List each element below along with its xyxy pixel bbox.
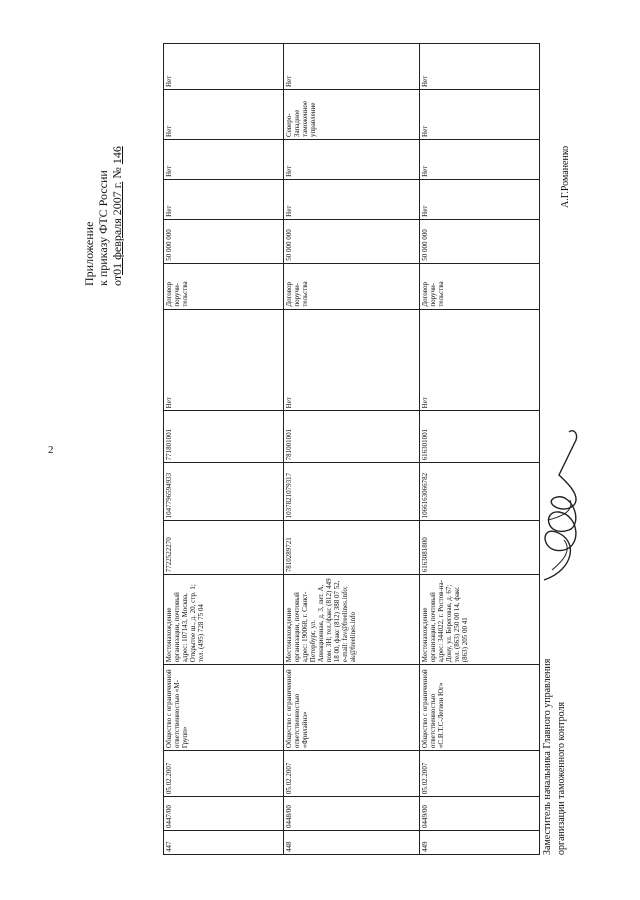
appendix-number-prefix: №: [110, 167, 124, 179]
table-row: [164, 44, 284, 855]
table-cell-num: 447: [164, 831, 284, 855]
table-cell-inn: 1066163066782: [420, 463, 540, 521]
table-cell-col12: Нет: [420, 179, 540, 219]
table-cell-col15: Нет: [284, 44, 420, 90]
table-cell-reg-no: 0449/00: [420, 797, 540, 831]
table-cell-inn: 1047796594933: [164, 463, 284, 521]
table-cell-amount: 50 000 000: [164, 219, 284, 263]
table-cell-col12: Нет: [164, 179, 284, 219]
table-cell-kpp: 781001001: [284, 411, 420, 463]
table-cell-date: 05.02.2007: [164, 751, 284, 797]
table-cell-date: 05.02.2007: [284, 751, 420, 797]
appendix-title: Приложение: [82, 221, 96, 286]
registry-table-wrap: [163, 43, 540, 855]
registry-table: [163, 43, 540, 855]
table-cell-address: Местонахождение организации, почтовый адрес: 344022, г. Ростов-на-Дону, ул. Береговая, д. 67; тел. (863) 250 00 14, факс (863) 205 00 41: [420, 575, 540, 665]
table-cell-org-name: Общество с ограниченной ответственностью «Фрилайнз»: [284, 665, 420, 751]
page-number: 2: [48, 444, 54, 456]
table-cell-col13: Нет: [420, 139, 540, 179]
signer-name: А.Г.Романенко: [560, 145, 571, 208]
table-cell-col13: Нет: [164, 139, 284, 179]
table-cell-org-name: Общество с ограниченной ответственностью «М-Групп»: [164, 665, 284, 751]
table-cell-num: 448: [284, 831, 420, 855]
table-cell-col14: Нет: [420, 90, 540, 140]
signer-position-line1: Заместитель начальника Главного управления: [542, 658, 553, 855]
table-cell-inn: 1037821079317: [284, 463, 420, 521]
appendix-number: 146: [110, 146, 124, 165]
table-cell-col9: Нет: [284, 309, 420, 411]
appendix-date: 01 февраля 2007 г.: [110, 181, 124, 275]
table-cell-guarantee: Договор поручи-тельства: [420, 263, 540, 309]
table-cell-org-name: Общество с ограниченной ответственностью «С.В.Т.С-Легион Юг»: [420, 665, 540, 751]
table-row: [420, 44, 540, 855]
table-cell-col15: Нет: [420, 44, 540, 90]
table-cell-ogrn: 7810289721: [284, 521, 420, 575]
table-cell-col9: Нет: [164, 309, 284, 411]
table-cell-col14: Нет: [164, 90, 284, 140]
table-cell-ogrn: 6163081800: [420, 521, 540, 575]
table-cell-address: Местонахождение организации, почтовый адрес: 190068, г. Санкт-Петербург, ул. Авиационная, д. 3, лит. А, пом. 3Н; тел./факс (812) 449 18 00, факс (812) 388 07 52, e-mail: fav@freelines.info; ak@freelines.info: [284, 575, 420, 665]
appendix-date-prefix: от: [110, 274, 124, 286]
table-cell-amount: 50 000 000: [284, 219, 420, 263]
appendix-order-ref: к приказу ФТС России: [96, 170, 110, 286]
table-cell-col12: Нет: [284, 179, 420, 219]
table-cell-date: 05.02.2007: [420, 751, 540, 797]
table-cell-address: Местонахождение организации, почтовый адрес: 107143, Москва, Открытое ш., д. 20, стр. 1; тел. (495) 728 75 04: [164, 575, 284, 665]
table-cell-guarantee: Договор поручи-тельства: [284, 263, 420, 309]
table-cell-num: 449: [420, 831, 540, 855]
table-cell-reg-no: 0448/00: [284, 797, 420, 831]
table-cell-col14: Северо-Западное таможенное управление: [284, 90, 420, 140]
signer-position-line2: организации таможенного контроля: [556, 701, 567, 855]
table-row: [284, 44, 420, 855]
table-cell-reg-no: 0447/00: [164, 797, 284, 831]
appendix-order-date-line: [111, 146, 124, 286]
table-cell-kpp: 771801001: [164, 411, 284, 463]
table-cell-col9: Нет: [420, 309, 540, 411]
handwritten-signature-icon: [534, 420, 586, 590]
table-cell-ogrn: 7722522270: [164, 521, 284, 575]
table-cell-amount: 50 000 000: [420, 219, 540, 263]
table-cell-kpp: 616301001: [420, 411, 540, 463]
table-cell-guarantee: Договор поручи-тельства: [164, 263, 284, 309]
table-cell-col15: Нет: [164, 44, 284, 90]
table-cell-col13: Нет: [284, 139, 420, 179]
